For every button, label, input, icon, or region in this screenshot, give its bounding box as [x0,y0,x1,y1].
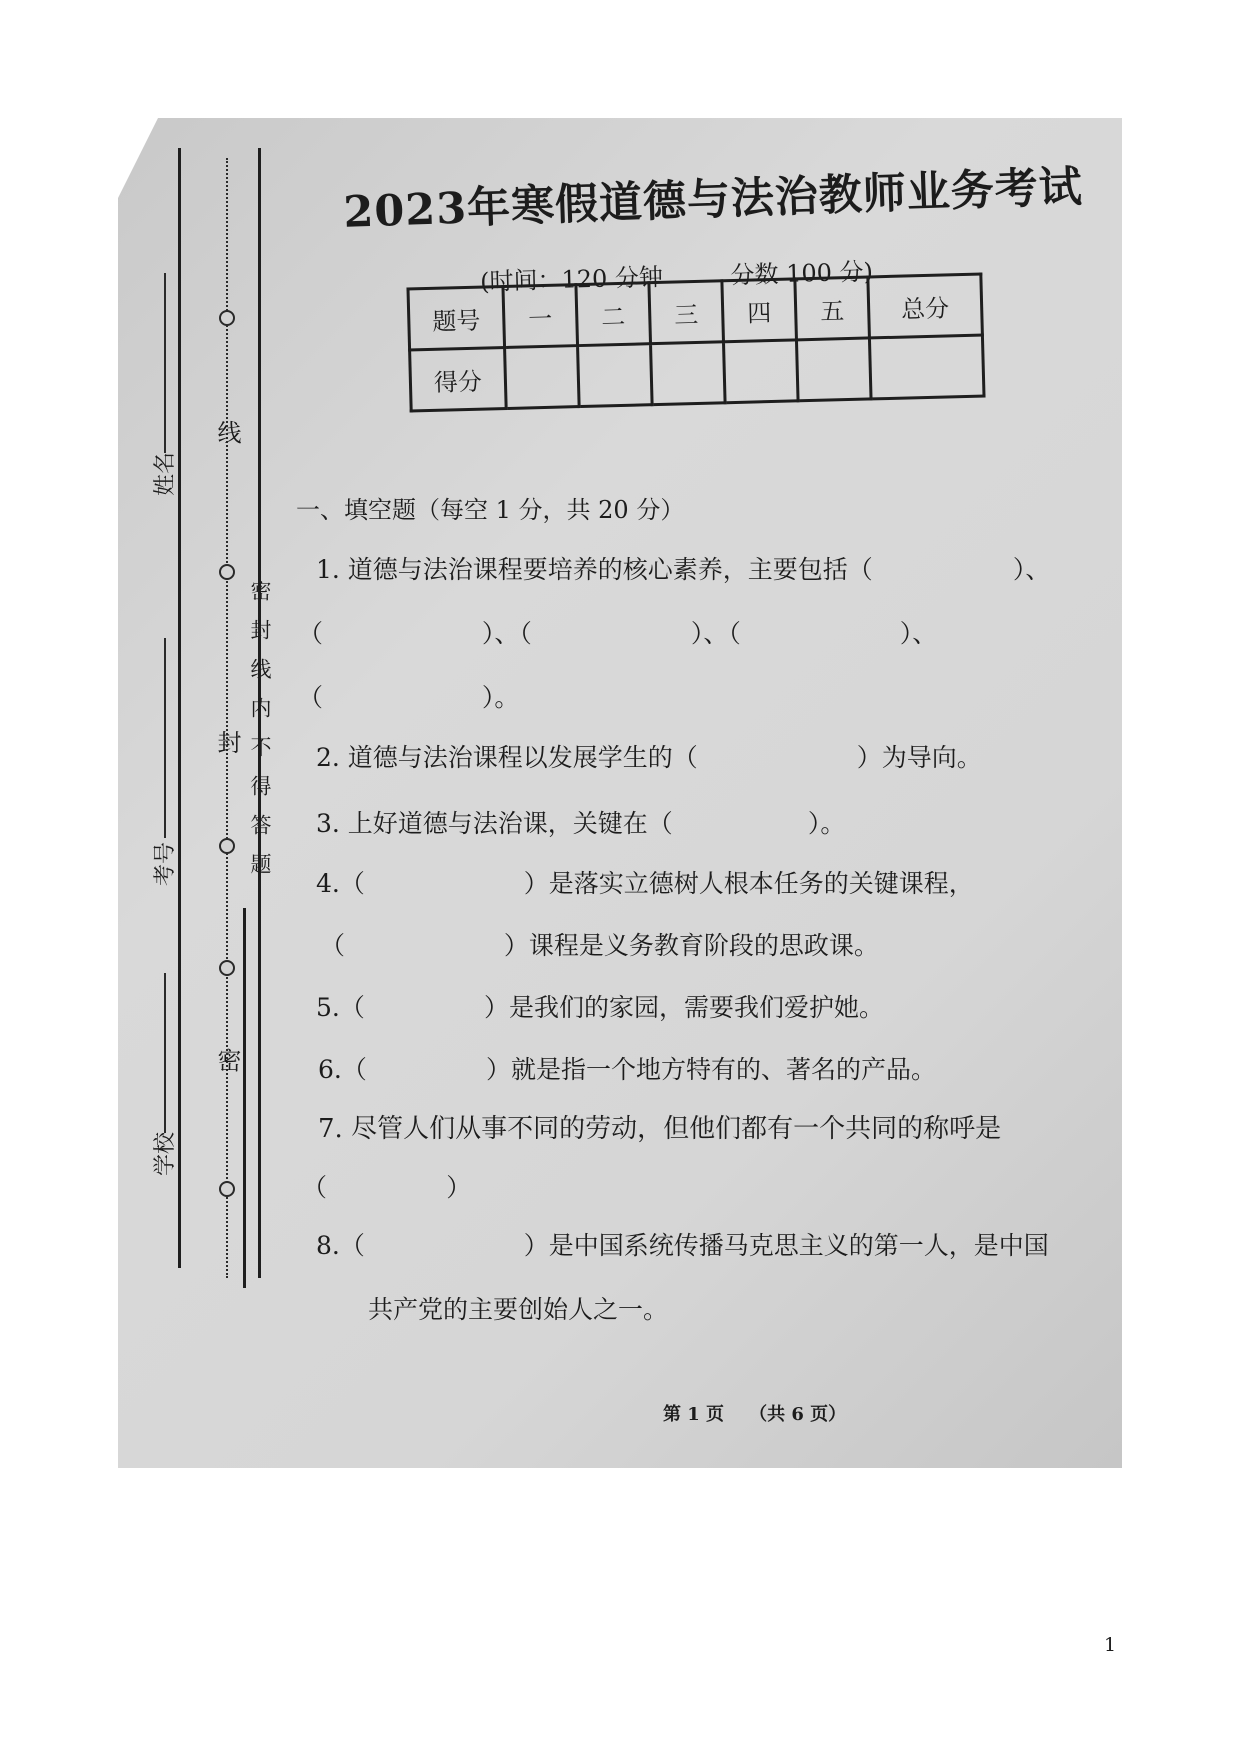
score-table-cell: 五 [795,277,870,340]
score-entry-cell[interactable] [869,335,984,399]
exam-photo [118,118,1122,1468]
binding-dotted-line [226,158,228,1278]
time-label: (时间：120 分钟 [479,263,664,296]
score-entry-cell[interactable] [505,346,580,409]
score-table-cell: 总分 [868,274,983,338]
score-label: 分数 100 分) [730,257,874,290]
score-entry-cell[interactable] [796,338,871,401]
score-table [406,272,985,412]
score-table-cell: 题号 [408,287,505,350]
score-table-cell: 一 [503,285,578,348]
secret-char: 密 [213,1048,241,1082]
score-table-cell: 二 [576,283,651,346]
binding-hole [219,1181,235,1197]
binding-line-left [178,148,181,1268]
question-1-line-3: （ ）。 [298,683,520,712]
question-1-end: ）、 [1012,555,1051,584]
exam-title: 2023年寒假道德与法治教师业务考试 [342,162,1084,238]
question-4-line-2: （ ）课程是义务教育阶段的思政课。 [320,931,879,960]
question-7-line-1: 7. 尽管人们从事不同的劳动，但他们都有一个共同的称呼是 [318,1114,1002,1144]
question-8-line-2: 共产党的主要创始人之一。 [368,1295,669,1324]
name-underline [164,273,166,453]
exam-no-label: 考号 [153,841,178,886]
score-entry-cell[interactable] [651,342,726,405]
question-1-line-1 [316,550,1050,586]
exam-paper [118,118,1122,1468]
binding-hole [219,564,235,580]
page-footer: 第 1 页 （共 6 页） [663,1404,847,1425]
section-heading: 一、填空题（每空 1 分，共 20 分） [296,496,685,524]
question-5: 5.（ ）是我们的家园，需要我们爱护她。 [316,993,885,1022]
question-1-line-2: （ ）、（ ）、（ ）、 [298,619,938,648]
score-entry-cell[interactable] [578,344,653,407]
question-6: 6.（ ）就是指一个地方特有的、著名的产品。 [318,1055,937,1084]
binding-hole [219,310,235,326]
score-entry-cell[interactable] [723,340,798,403]
exam-no-underline [164,638,166,838]
question-2: 2. 道德与法治课程以发展学生的（ ）为导向。 [316,743,982,772]
question-8-line-1: 8.（ ）是中国系统传播马克思主义的第一人，是中国 [316,1231,1049,1260]
question-3: 3. 上好道德与法治课，关键在（ ）。 [316,809,846,838]
page-number: 1 [1104,1634,1117,1656]
question-4-line-1: 4.（ ）是落实立德树人根本任务的关键课程， [316,869,974,898]
line-char: 线 [213,420,241,454]
binding-hole [219,960,235,976]
school-underline [164,973,166,1133]
binding-line-bottom [243,908,246,1288]
name-label: 姓名 [153,451,178,496]
question-1-text: 1. 道德与法治课程要培养的核心素养，主要包括（ [316,555,873,584]
score-table-cell: 四 [722,279,797,342]
score-table-cell: 三 [649,281,724,344]
binding-hole [219,838,235,854]
score-table-cell: 得分 [410,348,507,411]
school-label: 学校 [153,1131,178,1176]
binding-warning: 密封线内不得答题 [248,580,272,892]
seal-char: 封 [213,730,241,764]
photo-corner [118,118,158,198]
question-7-line-2: （ ） [302,1173,472,1202]
